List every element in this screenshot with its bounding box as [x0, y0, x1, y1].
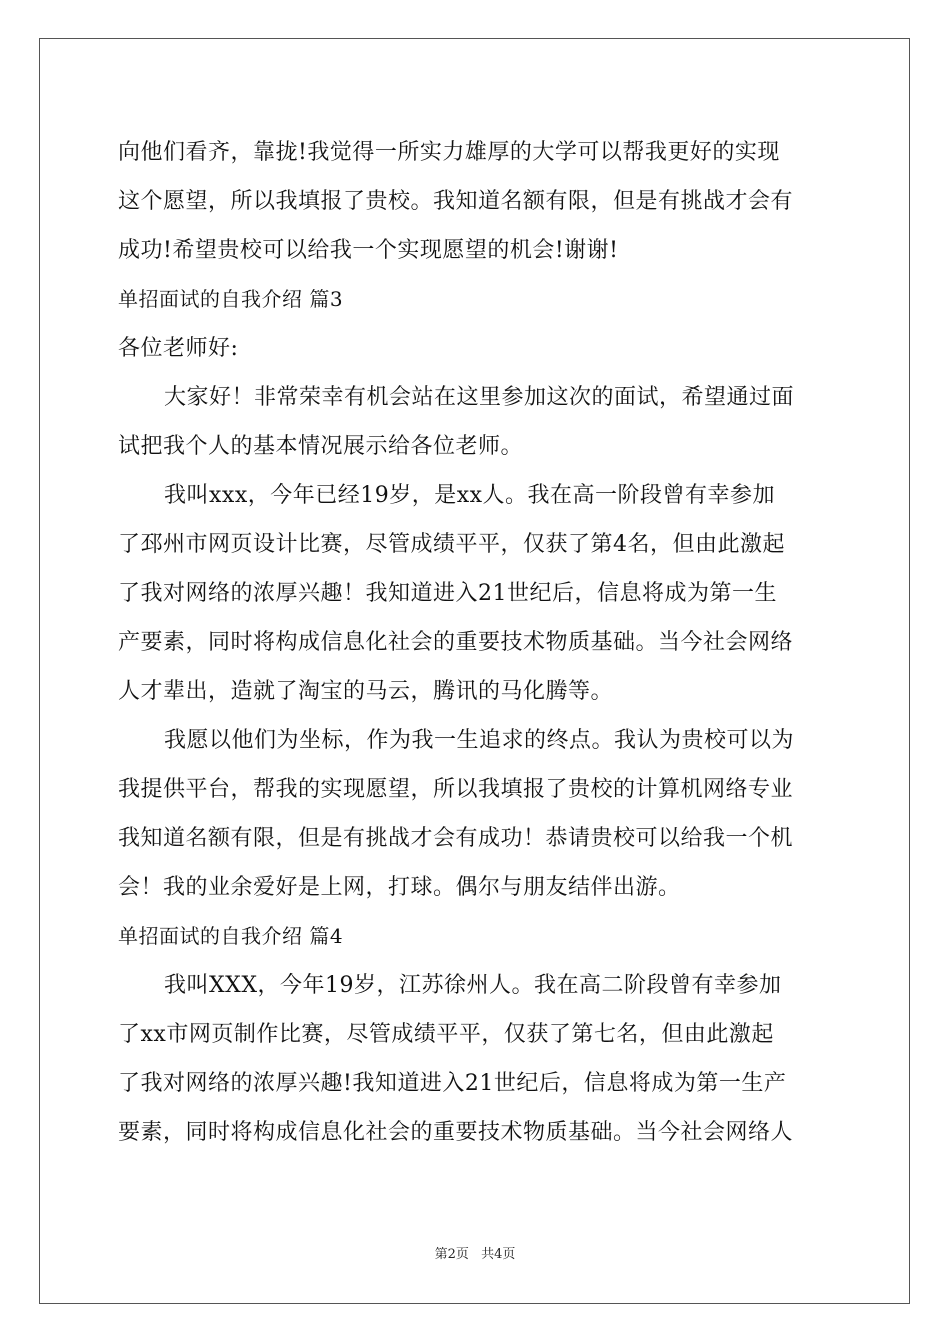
page-footer	[0, 1246, 950, 1264]
section-heading: 单招面试的自我介绍 篇4	[118, 924, 344, 948]
text-line: 成功!希望贵校可以给我一个实现愿望的机会!谢谢!	[118, 238, 619, 263]
text-line: 我提供平台，帮我的实现愿望，所以我填报了贵校的计算机网络专业	[118, 777, 794, 802]
text-line: 大家好！非常荣幸有机会站在这里参加这次的面试，希望通过面	[164, 385, 795, 410]
text-line: 了xx市网页制作比赛，尽管成绩平平，仅获了第七名，但由此激起	[118, 1022, 774, 1047]
text-line: 人才辈出，造就了淘宝的马云，腾讯的马化腾等。	[118, 679, 614, 704]
text-line: 了我对网络的浓厚兴趣!我知道进入21世纪后，信息将成为第一生产	[118, 1071, 787, 1096]
document-body	[118, 128, 838, 1157]
section-heading: 单招面试的自我介绍 篇3	[118, 287, 344, 311]
text-line: 我叫XXX，今年19岁，江苏徐州人。我在高二阶段曾有幸参加	[164, 973, 782, 998]
text-line: 试把我个人的基本情况展示给各位老师。	[118, 434, 524, 459]
text-line: 我愿以他们为坐标，作为我一生追求的终点。我认为贵校可以为	[164, 728, 795, 753]
page-number: 第2页	[434, 1247, 469, 1262]
text-line: 会！我的业余爱好是上网，打球。偶尔与朋友结伴出游。	[118, 875, 681, 900]
text-line: 我叫xxx，今年已经19岁，是xx人。我在高一阶段曾有幸参加	[164, 483, 776, 508]
text-line: 各位老师好:	[118, 336, 239, 361]
text-line: 向他们看齐，靠拢!我觉得一所实力雄厚的大学可以帮我更好的实现	[118, 140, 780, 165]
text-line: 了邳州市网页设计比赛，尽管成绩平平，仅获了第4名，但由此激起	[118, 532, 785, 557]
text-line: 要素，同时将构成信息化社会的重要技术物质基础。当今社会网络人	[118, 1120, 794, 1145]
text-line: 我知道名额有限，但是有挑战才会有成功！恭请贵校可以给我一个机	[118, 826, 794, 851]
text-line: 了我对网络的浓厚兴趣！我知道进入21世纪后，信息将成为第一生	[118, 581, 777, 606]
page-total: 共4页	[481, 1247, 516, 1262]
text-line: 产要素，同时将构成信息化社会的重要技术物质基础。当今社会网络	[118, 630, 794, 655]
text-line: 这个愿望，所以我填报了贵校。我知道名额有限，但是有挑战才会有	[118, 189, 794, 214]
